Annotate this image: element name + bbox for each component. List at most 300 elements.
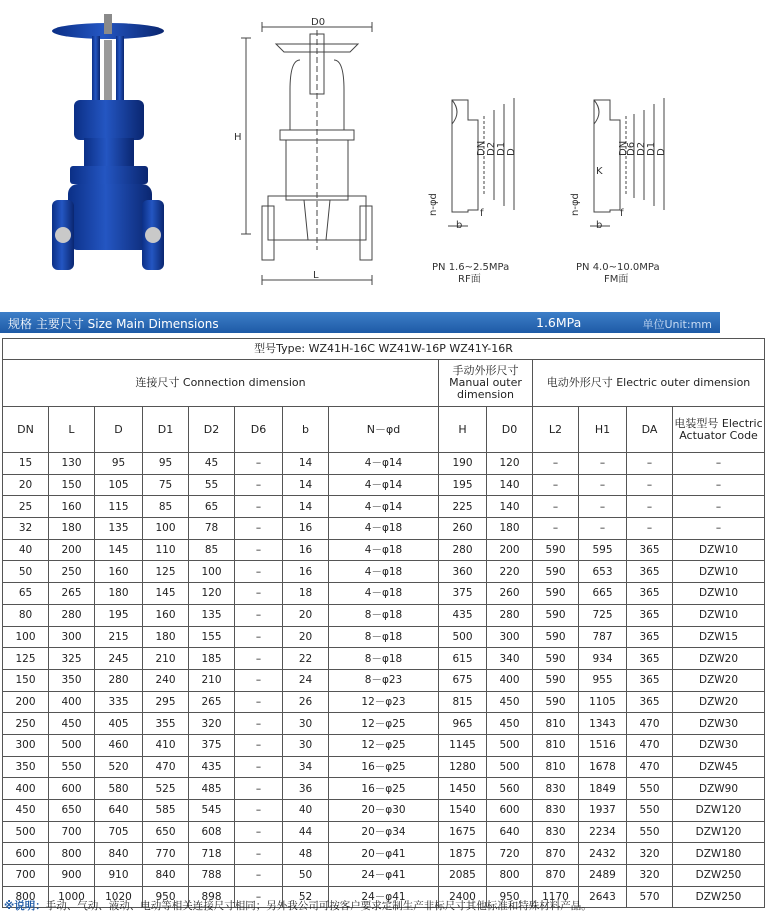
table-cell: DZW250 xyxy=(673,865,765,887)
table-cell: 950 xyxy=(143,886,189,908)
table-cell: 1849 xyxy=(579,778,627,800)
table-cell: 665 xyxy=(579,583,627,605)
table-cell: 145 xyxy=(95,539,143,561)
table-cell: 210 xyxy=(189,669,235,691)
table-cell: – xyxy=(235,865,283,887)
table-cell: 600 xyxy=(49,778,95,800)
table-cell: – xyxy=(235,843,283,865)
table-cell: – xyxy=(235,778,283,800)
table-cell: 585 xyxy=(143,800,189,822)
table-cell: DZW30 xyxy=(673,713,765,735)
table-cell: 14 xyxy=(283,453,329,475)
table-cell: 650 xyxy=(143,821,189,843)
table-cell: – xyxy=(235,604,283,626)
table-cell: 280 xyxy=(95,669,143,691)
table-cell: – xyxy=(235,821,283,843)
table-row xyxy=(3,734,765,756)
table-cell: DZW30 xyxy=(673,734,765,756)
table-cell: 590 xyxy=(533,691,579,713)
table-cell: 4－φ14 xyxy=(329,474,439,496)
column-header: L2 xyxy=(533,407,579,453)
table-cell: 55 xyxy=(189,474,235,496)
table-cell: 50 xyxy=(3,561,49,583)
table-cell: 280 xyxy=(487,604,533,626)
table-cell: 870 xyxy=(533,865,579,887)
table-cell: DZW180 xyxy=(673,843,765,865)
table-cell: – xyxy=(579,518,627,540)
table-cell: 840 xyxy=(95,843,143,865)
table-cell: 470 xyxy=(627,713,673,735)
table-row xyxy=(3,496,765,518)
note-label: ※说明： xyxy=(4,900,46,912)
table-cell: DZW20 xyxy=(673,669,765,691)
table-cell: – xyxy=(235,691,283,713)
table-cell: DZW15 xyxy=(673,626,765,648)
table-cell: 500 xyxy=(487,756,533,778)
table-cell: 365 xyxy=(627,583,673,605)
table-cell: – xyxy=(235,518,283,540)
table-cell: 1280 xyxy=(439,756,487,778)
table-cell: 250 xyxy=(49,561,95,583)
table-cell: 400 xyxy=(49,691,95,713)
table-cell: 85 xyxy=(143,496,189,518)
column-header: 电装型号 Electric Actuator Code xyxy=(673,407,765,453)
table-cell: 788 xyxy=(189,865,235,887)
column-header: b xyxy=(283,407,329,453)
table-cell: 180 xyxy=(49,518,95,540)
table-cell: 485 xyxy=(189,778,235,800)
table-cell: 12－φ25 xyxy=(329,734,439,756)
table-cell: 705 xyxy=(95,821,143,843)
table-cell: 140 xyxy=(487,496,533,518)
technical-drawings xyxy=(0,0,720,308)
table-cell: 1875 xyxy=(439,843,487,865)
table-cell: 500 xyxy=(49,734,95,756)
table-cell: 955 xyxy=(579,669,627,691)
table-cell: 600 xyxy=(3,843,49,865)
column-header: DA xyxy=(627,407,673,453)
table-cell: 590 xyxy=(533,648,579,670)
table-cell: 20 xyxy=(3,474,49,496)
table-cell: 100 xyxy=(143,518,189,540)
table-cell: – xyxy=(533,518,579,540)
table-cell: 65 xyxy=(189,496,235,518)
table-cell: DZW45 xyxy=(673,756,765,778)
fm-dim-d2: D2 xyxy=(636,141,647,156)
table-cell: 550 xyxy=(627,800,673,822)
table-cell: 830 xyxy=(533,821,579,843)
table-cell: – xyxy=(579,453,627,475)
table-cell: 640 xyxy=(487,821,533,843)
table-cell: 200 xyxy=(487,539,533,561)
table-cell: 40 xyxy=(3,539,49,561)
table-cell: 14 xyxy=(283,496,329,518)
table-cell: 700 xyxy=(3,865,49,887)
column-header: L xyxy=(49,407,95,453)
table-cell: 365 xyxy=(627,691,673,713)
table-cell: 365 xyxy=(627,539,673,561)
table-cell: 545 xyxy=(189,800,235,822)
table-cell: 910 xyxy=(95,865,143,887)
table-cell: 8－φ23 xyxy=(329,669,439,691)
column-header: D xyxy=(95,407,143,453)
table-cell: 650 xyxy=(49,800,95,822)
table-cell: 95 xyxy=(95,453,143,475)
section-drawing xyxy=(241,22,372,285)
table-cell: 1170 xyxy=(533,886,579,908)
table-cell: 30 xyxy=(283,734,329,756)
table-cell: 355 xyxy=(143,713,189,735)
table-cell: 1020 xyxy=(95,886,143,908)
column-header: D1 xyxy=(143,407,189,453)
table-cell: DZW10 xyxy=(673,604,765,626)
table-cell: 340 xyxy=(487,648,533,670)
table-cell: 320 xyxy=(189,713,235,735)
table-cell: 435 xyxy=(439,604,487,626)
column-header: H xyxy=(439,407,487,453)
table-cell: 85 xyxy=(189,539,235,561)
table-cell: DZW120 xyxy=(673,821,765,843)
table-row xyxy=(3,583,765,605)
dimension-table xyxy=(2,338,765,908)
table-cell: – xyxy=(673,453,765,475)
table-cell: 675 xyxy=(439,669,487,691)
fm-caption-face: FM面 xyxy=(604,274,629,285)
table-cell: 550 xyxy=(627,821,673,843)
table-cell: – xyxy=(235,800,283,822)
table-cell: 470 xyxy=(627,734,673,756)
table-cell: DZW20 xyxy=(673,648,765,670)
table-cell: 195 xyxy=(95,604,143,626)
table-row xyxy=(3,778,765,800)
table-cell: – xyxy=(627,474,673,496)
table-cell: 450 xyxy=(49,713,95,735)
table-cell: 44 xyxy=(283,821,329,843)
table-cell: – xyxy=(533,453,579,475)
table-cell: 725 xyxy=(579,604,627,626)
table-cell: 125 xyxy=(3,648,49,670)
table-cell: 130 xyxy=(49,453,95,475)
pressure-rating: 1.6MPa xyxy=(536,315,582,330)
table-cell: 350 xyxy=(3,756,49,778)
table-cell: 410 xyxy=(143,734,189,756)
fm-flange-drawing xyxy=(590,98,664,226)
table-cell: 245 xyxy=(95,648,143,670)
table-cell: 870 xyxy=(533,843,579,865)
table-cell: – xyxy=(235,561,283,583)
table-cell: 1105 xyxy=(579,691,627,713)
table-row xyxy=(3,691,765,713)
rf-dim-d2: D2 xyxy=(486,141,497,156)
table-cell: 800 xyxy=(49,843,95,865)
dim-h-label: H xyxy=(234,132,242,143)
table-cell: 200 xyxy=(49,539,95,561)
table-cell: 1450 xyxy=(439,778,487,800)
table-row xyxy=(3,669,765,691)
table-cell: 720 xyxy=(487,843,533,865)
table-cell: 100 xyxy=(189,561,235,583)
table-cell: 900 xyxy=(49,865,95,887)
table-cell: 590 xyxy=(533,583,579,605)
table-cell: 2400 xyxy=(439,886,487,908)
table-cell: 8－φ18 xyxy=(329,604,439,626)
table-cell: 145 xyxy=(143,583,189,605)
table-cell: 653 xyxy=(579,561,627,583)
table-cell: 105 xyxy=(95,474,143,496)
table-cell: – xyxy=(235,734,283,756)
table-cell: 4－φ18 xyxy=(329,539,439,561)
table-cell: – xyxy=(579,496,627,518)
table-cell: 365 xyxy=(627,669,673,691)
table-row xyxy=(3,821,765,843)
table-cell: 20－φ41 xyxy=(329,843,439,865)
table-cell: 45 xyxy=(189,453,235,475)
table-cell: 1516 xyxy=(579,734,627,756)
column-header: D2 xyxy=(189,407,235,453)
table-row xyxy=(3,800,765,822)
table-cell: – xyxy=(673,518,765,540)
table-cell: 2085 xyxy=(439,865,487,887)
table-cell: 470 xyxy=(627,756,673,778)
table-cell: 810 xyxy=(533,734,579,756)
table-cell: 500 xyxy=(487,734,533,756)
group-manual-header: 手动外形尺寸 Manual outer dimension xyxy=(439,360,533,407)
rf-caption-face: RF面 xyxy=(458,274,481,285)
table-cell: DZW10 xyxy=(673,561,765,583)
table-cell: 75 xyxy=(143,474,189,496)
table-cell: 300 xyxy=(3,734,49,756)
table-cell: 50 xyxy=(283,865,329,887)
table-cell: 320 xyxy=(627,843,673,865)
table-cell: 15 xyxy=(3,453,49,475)
table-cell: 95 xyxy=(143,453,189,475)
table-cell: 450 xyxy=(487,713,533,735)
table-cell: 36 xyxy=(283,778,329,800)
table-cell: – xyxy=(673,474,765,496)
table-cell: 375 xyxy=(439,583,487,605)
table-cell: 640 xyxy=(95,800,143,822)
table-row xyxy=(3,474,765,496)
table-cell: 34 xyxy=(283,756,329,778)
table-cell: 8－φ18 xyxy=(329,626,439,648)
fm-dim-d1: D1 xyxy=(646,141,657,156)
table-cell: 16 xyxy=(283,561,329,583)
table-cell: 250 xyxy=(3,713,49,735)
table-cell: 590 xyxy=(533,604,579,626)
table-cell: 16－φ25 xyxy=(329,756,439,778)
table-cell: – xyxy=(673,496,765,518)
table-cell: 24－φ41 xyxy=(329,865,439,887)
table-cell: 150 xyxy=(3,669,49,691)
table-cell: 12－φ25 xyxy=(329,713,439,735)
table-cell: 1937 xyxy=(579,800,627,822)
table-cell: 120 xyxy=(487,453,533,475)
table-row xyxy=(3,865,765,887)
group-connection-header: 连接尺寸 Connection dimension xyxy=(3,360,439,407)
group-electric-header: 电动外形尺寸 Electric outer dimension xyxy=(533,360,765,407)
dim-l-label: L xyxy=(313,270,319,281)
table-cell: 280 xyxy=(49,604,95,626)
table-cell: 52 xyxy=(283,886,329,908)
fm-b-label: b xyxy=(596,220,603,231)
rf-dim-d1: D1 xyxy=(496,141,507,156)
table-cell: 590 xyxy=(533,561,579,583)
table-cell: 1540 xyxy=(439,800,487,822)
table-cell: 185 xyxy=(189,648,235,670)
table-cell: 40 xyxy=(283,800,329,822)
table-cell: – xyxy=(235,539,283,561)
table-cell: 140 xyxy=(487,474,533,496)
table-cell: 810 xyxy=(533,756,579,778)
table-cell: 300 xyxy=(487,626,533,648)
table-cell: 335 xyxy=(95,691,143,713)
fm-k-label: K xyxy=(596,166,603,177)
table-cell: 120 xyxy=(189,583,235,605)
table-cell: 24－φ41 xyxy=(329,886,439,908)
table-cell: 160 xyxy=(143,604,189,626)
table-cell: – xyxy=(579,474,627,496)
column-header: D6 xyxy=(235,407,283,453)
table-cell: 220 xyxy=(487,561,533,583)
rf-f-label: f xyxy=(480,208,484,219)
model-type-header: 型号Type: WZ41H-16C WZ41W-16P WZ41Y-16R xyxy=(3,339,765,360)
table-cell: 300 xyxy=(49,626,95,648)
dim-d0-label: D0 xyxy=(311,17,326,28)
table-cell: 110 xyxy=(143,539,189,561)
table-cell: – xyxy=(235,886,283,908)
valve-photo xyxy=(52,14,164,270)
table-cell: 100 xyxy=(3,626,49,648)
table-cell: 180 xyxy=(143,626,189,648)
table-row xyxy=(3,604,765,626)
table-cell: 24 xyxy=(283,669,329,691)
table-cell: 400 xyxy=(3,778,49,800)
table-cell: 590 xyxy=(533,539,579,561)
table-cell: 8－φ18 xyxy=(329,648,439,670)
table-cell: 590 xyxy=(533,669,579,691)
table-body xyxy=(3,453,765,908)
table-cell: DZW120 xyxy=(673,800,765,822)
table-cell: 580 xyxy=(95,778,143,800)
table-cell: – xyxy=(235,648,283,670)
table-cell: 12－φ23 xyxy=(329,691,439,713)
table-cell: 560 xyxy=(487,778,533,800)
column-header: N－φd xyxy=(329,407,439,453)
table-cell: 32 xyxy=(3,518,49,540)
table-cell: 400 xyxy=(487,669,533,691)
table-cell: 20－φ30 xyxy=(329,800,439,822)
table-cell: DZW10 xyxy=(673,583,765,605)
table-cell: 215 xyxy=(95,626,143,648)
table-cell: 265 xyxy=(49,583,95,605)
table-cell: – xyxy=(235,583,283,605)
table-cell: 20 xyxy=(283,626,329,648)
table-cell: 48 xyxy=(283,843,329,865)
section-header-band xyxy=(0,312,720,333)
rf-flange-drawing xyxy=(448,98,514,226)
table-cell: 570 xyxy=(627,886,673,908)
fm-f-label: f xyxy=(620,208,624,219)
table-cell: 950 xyxy=(487,886,533,908)
table-cell: 608 xyxy=(189,821,235,843)
table-cell: 470 xyxy=(143,756,189,778)
table-cell: – xyxy=(627,453,673,475)
table-cell: 450 xyxy=(3,800,49,822)
table-cell: 550 xyxy=(49,756,95,778)
table-cell: 160 xyxy=(49,496,95,518)
table-cell: 1000 xyxy=(49,886,95,908)
table-cell: 800 xyxy=(3,886,49,908)
table-cell: – xyxy=(235,626,283,648)
table-cell: 4－φ14 xyxy=(329,453,439,475)
table-cell: – xyxy=(627,518,673,540)
rf-b-label: b xyxy=(456,220,463,231)
table-row xyxy=(3,648,765,670)
table-cell: 4－φ14 xyxy=(329,496,439,518)
table-cell: DZW20 xyxy=(673,691,765,713)
table-cell: 260 xyxy=(487,583,533,605)
table-cell: 125 xyxy=(143,561,189,583)
table-cell: 810 xyxy=(533,713,579,735)
table-row xyxy=(3,626,765,648)
table-cell: 500 xyxy=(3,821,49,843)
table-cell: 135 xyxy=(95,518,143,540)
table-cell: 2234 xyxy=(579,821,627,843)
table-cell: 595 xyxy=(579,539,627,561)
table-cell: 260 xyxy=(439,518,487,540)
table-cell: 25 xyxy=(3,496,49,518)
table-cell: 18 xyxy=(283,583,329,605)
table-row xyxy=(3,539,765,561)
table-cell: 16－φ25 xyxy=(329,778,439,800)
rf-dim-dn: DN xyxy=(476,140,487,156)
table-cell: 65 xyxy=(3,583,49,605)
table-cell: DZW90 xyxy=(673,778,765,800)
table-cell: 2489 xyxy=(579,865,627,887)
table-cell: 405 xyxy=(95,713,143,735)
table-cell: 135 xyxy=(189,604,235,626)
table-cell: 4－φ18 xyxy=(329,561,439,583)
table-cell: – xyxy=(235,756,283,778)
table-row xyxy=(3,756,765,778)
table-cell: 550 xyxy=(627,778,673,800)
table-row xyxy=(3,843,765,865)
fm-dim-d6: D6 xyxy=(626,141,637,156)
table-cell: 240 xyxy=(143,669,189,691)
table-cell: 16 xyxy=(283,539,329,561)
table-cell: 4－φ18 xyxy=(329,583,439,605)
table-cell: – xyxy=(235,713,283,735)
table-cell: 815 xyxy=(439,691,487,713)
table-cell: 700 xyxy=(49,821,95,843)
fm-dim-dn: DN xyxy=(618,140,629,156)
column-header: H1 xyxy=(579,407,627,453)
table-cell: 20 xyxy=(283,604,329,626)
table-cell: 500 xyxy=(439,626,487,648)
table-cell: 2432 xyxy=(579,843,627,865)
table-cell: 934 xyxy=(579,648,627,670)
table-cell: – xyxy=(235,669,283,691)
table-cell: 225 xyxy=(439,496,487,518)
footnote xyxy=(4,898,592,913)
column-header: DN xyxy=(3,407,49,453)
table-cell: 190 xyxy=(439,453,487,475)
column-header: D0 xyxy=(487,407,533,453)
table-cell: 195 xyxy=(439,474,487,496)
table-cell: 787 xyxy=(579,626,627,648)
table-cell: 150 xyxy=(49,474,95,496)
table-cell: 14 xyxy=(283,474,329,496)
